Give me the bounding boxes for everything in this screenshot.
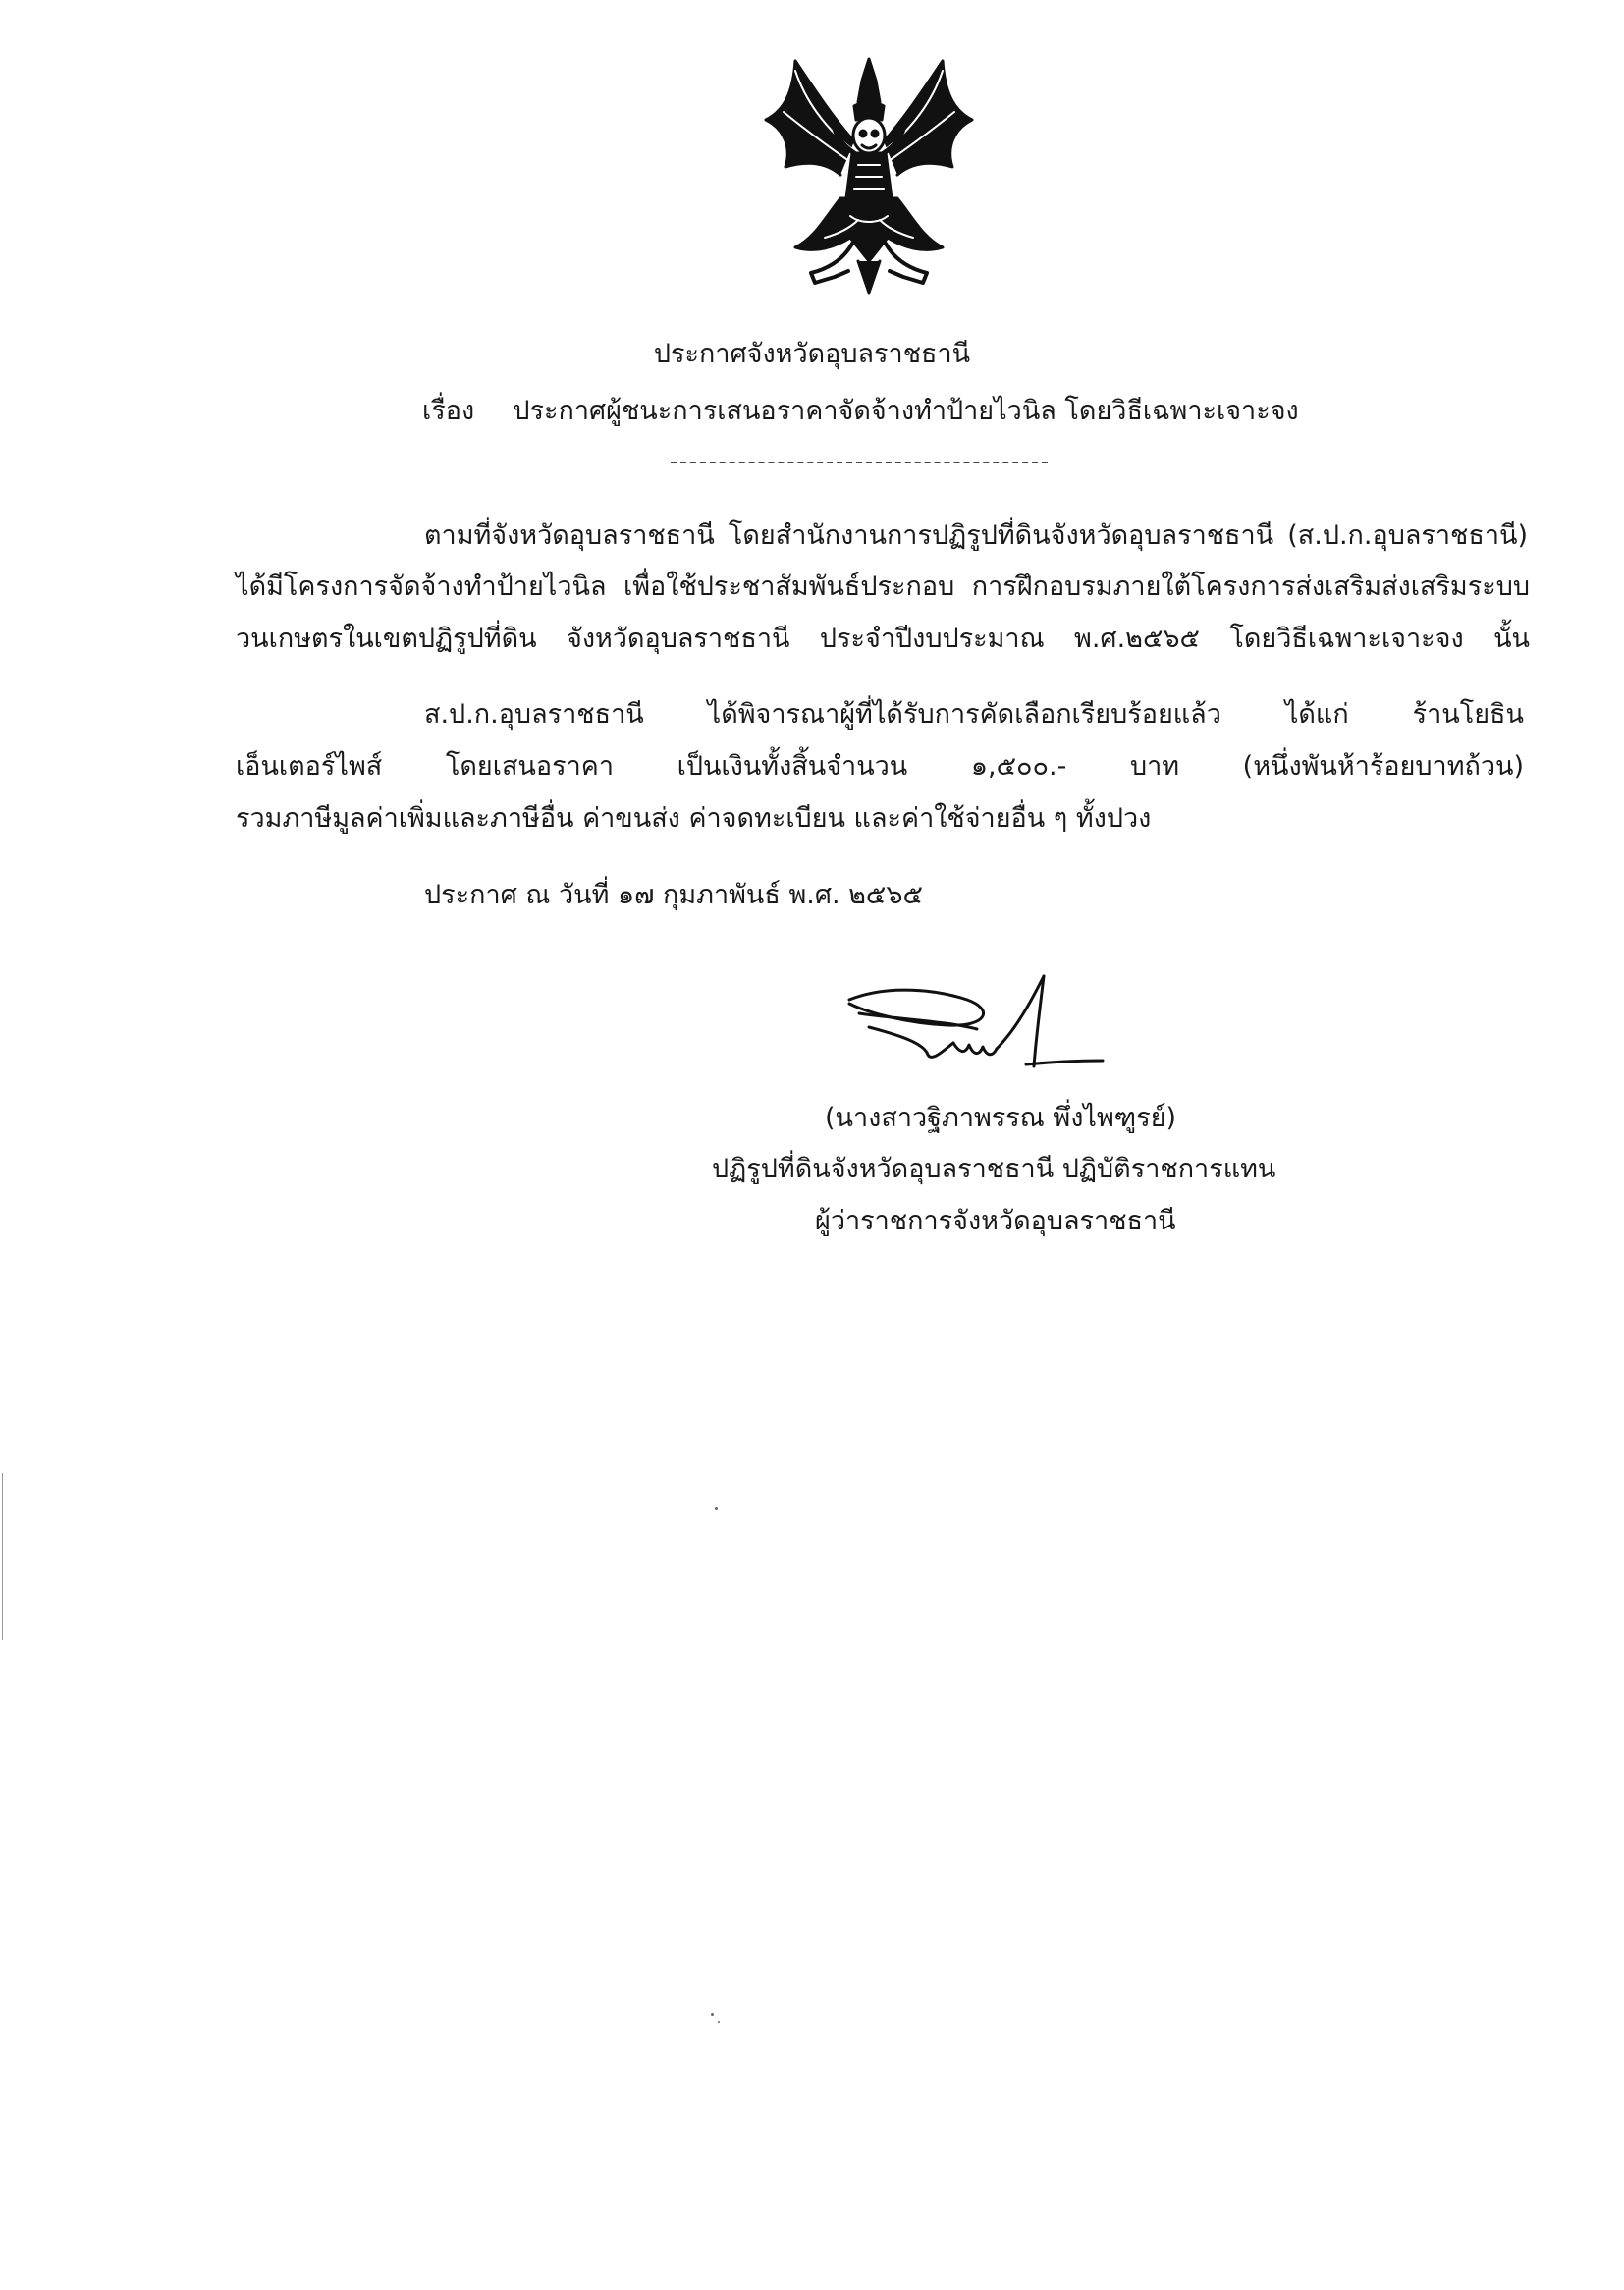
paragraph-2-line-3: รวมภาษีมูลค่าเพิ่มและภาษีอื่น ค่าขนส่ง ค่าจดทะเบียน และค่าใช้จ่ายอื่น ๆ ทั้งปวง [236,803,1152,834]
scan-speck [715,1507,718,1510]
announce-date: ประกาศ ณ วันที่ ๑๗ กุมภาพันธ์ พ.ศ. ๒๕๖๕ [424,880,923,910]
signatory-name: (นางสาวฐิภาพรรณ พึ่งไพฑูรย์) [825,1103,1177,1133]
scan-edge-line [2,1473,3,1640]
paragraph-1-line-1: ตามที่จังหวัดอุบลราชธานี โดยสำนักงานการปฏิรูปที่ดินจังหวัดอุบลราชธานี (ส.ป.ก.อุบลราชธานี) [424,520,1528,551]
scan-speck [718,2021,720,2023]
signature-mark [830,970,1105,1078]
issuer-heading: ประกาศจังหวัดอุบลราชธานี [653,339,971,369]
paragraph-1-line-2: ได้มีโครงการจัดจ้างทำป้ายไวนิล เพื่อใช้ประชาสัมพันธ์ประกอบ การฝึกอบรมภายใต้โครงการส่งเสริมส่งเสริมระบบ [236,572,1530,602]
paragraph-2-line-2: เอ็นเตอร์ไพส์ โดยเสนอราคา เป็นเงินทั้งสิ้นจำนวน ๑,๕๐๐.- บาท (หนึ่งพันห้าร้อยบาทถ้วน) [236,751,1524,782]
garuda-emblem-icon [756,51,982,297]
scan-speck [711,2013,714,2016]
subject-label: เรื่อง [422,396,475,426]
paragraph-1-line-3: วนเกษตรในเขตปฏิรูปที่ดิน จังหวัดอุบลราชธานี ประจำปีงบประมาณ พ.ศ.๒๕๖๕ โดยวิธีเฉพาะเจาะจง นั้น [236,624,1530,654]
dashed-divider [671,462,1048,463]
signatory-position-1: ปฏิรูปที่ดินจังหวัดอุบลราชธานี ปฏิบัติราชการแทน [712,1154,1276,1184]
subject-line [422,393,1299,430]
paragraph-2-line-1: ส.ป.ก.อุบลราชธานี ได้พิจารณาผู้ที่ได้รับการคัดเลือกเรียบร้อยแล้ว ได้แก่ ร้านโยธิน [424,699,1524,730]
signatory-position-2: ผู้ว่าราชการจังหวัดอุบลราชธานี [815,1206,1176,1236]
subject-text: ประกาศผู้ชนะการเสนอราคาจัดจ้างทำป้ายไวนิล โดยวิธีเฉพาะเจาะจง [513,396,1299,426]
